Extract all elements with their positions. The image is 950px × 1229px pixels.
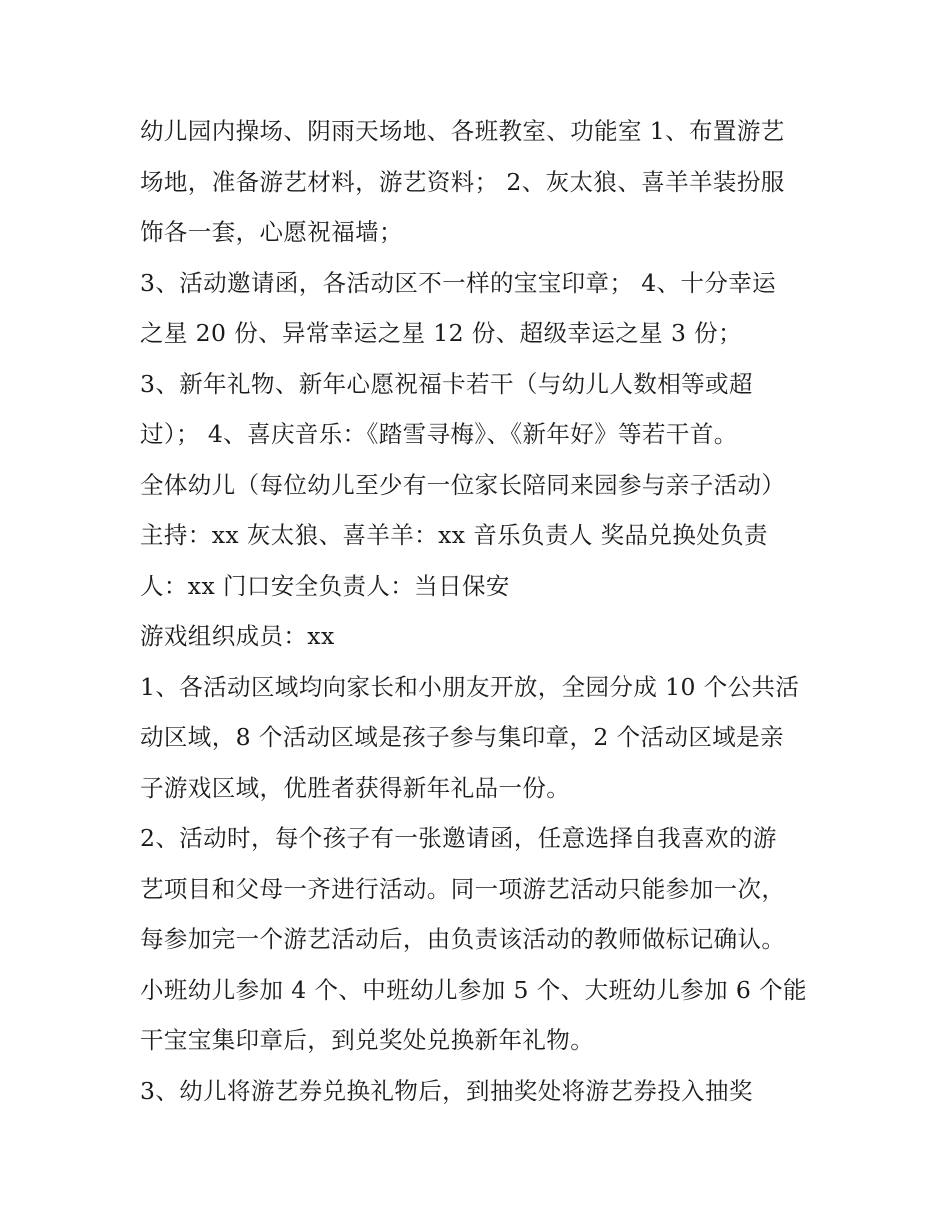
text-line: 艺项目和父母一齐进行活动。同一项游艺活动只能参加一次， [140, 874, 786, 903]
text-line: 主持：xx 灰太狼、喜羊羊：xx 音乐负责人 奖品兑换处负责 [140, 521, 768, 549]
text-line: 过）； 4、喜庆音乐：《踏雪寻梅》、《新年好》等若干首。 [140, 420, 738, 448]
text-line: 干宝宝集印章后，到兑奖处兑换新年礼物。 [140, 1026, 595, 1054]
text-line: 人：xx 门口安全负责人：当日保安 [140, 571, 510, 600]
text-line: 1、各活动区域均向家长和小朋友开放，全园分成 10 个公共活 [140, 672, 800, 701]
text-line: 动区域，8 个活动区域是孩子参与集印章，2 个活动区域是亲 [140, 723, 784, 751]
text-line: 幼儿园内操场、阴雨天场地、各班教室、功能室 1、布置游艺 [140, 117, 785, 145]
text-line: 饰各一套，心愿祝福墙； [140, 218, 403, 246]
text-line: 2、活动时，每个孩子有一张邀请函，任意选择自我喜欢的游 [140, 824, 777, 852]
text-line: 子游戏区域，优胜者获得新年礼品一份。 [140, 773, 571, 802]
text-line: 3、活动邀请函，各活动区不一样的宝宝印章； 4、十分幸运 [140, 268, 777, 297]
text-line: 游戏组织成员：xx [140, 622, 335, 650]
document-body [140, 106, 840, 1116]
text-line: 3、新年礼物、新年心愿祝福卡若干（与幼儿人数相等或超 [140, 369, 753, 398]
text-line: 之星 20 份、异常幸运之星 12 份、超级幸运之星 3 份； [140, 319, 742, 347]
text-line: 全体幼儿（每位幼儿至少有一位家长陪同来园参与亲子活动） [140, 470, 786, 499]
text-line: 场地，准备游艺材料，游艺资料； 2、灰太狼、喜羊羊装扮服 [140, 167, 785, 196]
text-line: 每参加完一个游艺活动后，由负责该活动的教师做标记确认。 [140, 925, 786, 953]
text-line: 3、幼儿将游艺券兑换礼物后，到抽奖处将游艺券投入抽奖 [140, 1076, 753, 1105]
text-line: 小班幼儿参加 4 个、中班幼儿参加 5 个、大班幼儿参加 6 个能 [140, 975, 807, 1004]
